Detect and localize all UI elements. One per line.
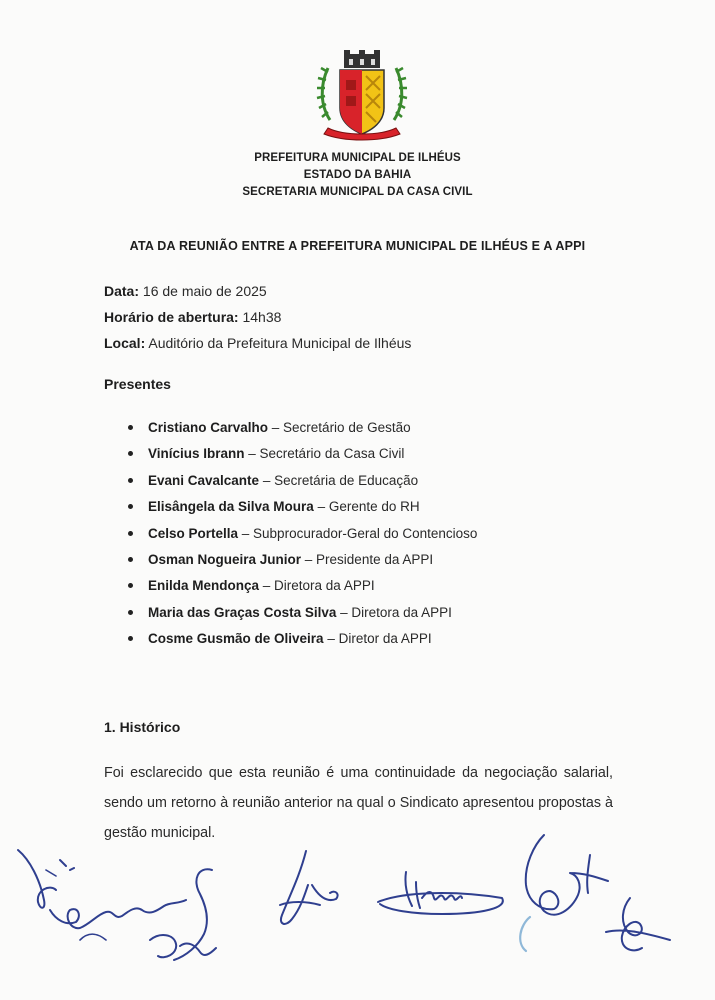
meta-date-value: 16 de maio de 2025 <box>142 283 267 299</box>
signature-2-icon <box>140 860 240 980</box>
bullet-icon <box>128 451 133 456</box>
meta-place-value: Auditório da Prefeitura Municipal de Ilhéus <box>148 335 412 351</box>
signature-3-icon <box>260 845 350 935</box>
meta-time <box>104 309 281 325</box>
attendee-role: – Diretora da APPI <box>259 578 375 594</box>
attendee-role: – Presidente da APPI <box>301 551 434 567</box>
attendee-role: – Secretário da Casa Civil <box>244 446 405 462</box>
meta-place <box>104 335 411 351</box>
attendee-name: Cristiano Carvalho <box>148 420 269 435</box>
meta-time-value: 14h38 <box>242 309 282 325</box>
section-1-paragraph: Foi esclarecido que esta reunião é uma continuidade da negociação salarial, sendo um retorno à reunião anterior na qual o Sindicato apresentou propostas à gestão municipal. <box>104 765 613 841</box>
list-item <box>128 499 477 525</box>
meta-date <box>104 283 267 299</box>
list-item <box>128 526 477 552</box>
list-item <box>128 605 477 631</box>
bullet-icon <box>128 636 133 641</box>
attendees-heading: Presentes <box>104 376 171 392</box>
list-item <box>128 446 477 472</box>
section-1-heading: 1. Histórico <box>104 719 181 735</box>
list-item <box>128 473 477 499</box>
bullet-icon <box>128 425 133 430</box>
attendees-list <box>128 420 477 658</box>
attendee-name: Cosme Gusmão de Oliveira <box>148 631 324 647</box>
header-line-2: ESTADO DA BAHIA <box>303 169 412 181</box>
list-item <box>128 578 477 604</box>
attendee-role: – Secretária de Educação <box>259 472 419 488</box>
attendee-role: – Secretário de Gestão <box>268 420 411 435</box>
attendee-name: Vinícius Ibrann <box>148 446 245 462</box>
header-line-3: SECRETARIA MUNICIPAL DA CASA CIVIL <box>242 186 473 198</box>
bullet-icon <box>128 504 133 509</box>
document-title: ATA DA REUNIÃO ENTRE A PREFEITURA MUNICIPAL DE ILHÉUS E A APPI <box>129 239 586 253</box>
bullet-icon <box>128 557 133 562</box>
meta-place-label: Local: <box>104 335 146 351</box>
attendee-role: – Gerente do RH <box>313 499 420 515</box>
attendee-name: Enilda Mendonça <box>148 578 260 594</box>
attendee-name: Osman Nogueira Junior <box>148 551 302 567</box>
list-item <box>128 631 477 657</box>
bullet-icon <box>128 478 133 483</box>
attendee-role: – Diretora da APPI <box>336 604 452 620</box>
attendee-name: Elisângela da Silva Moura <box>148 499 314 515</box>
attendee-name: Maria das Graças Costa Silva <box>148 604 337 620</box>
attendee-role: – Diretor da APPI <box>323 631 432 647</box>
bullet-icon <box>128 610 133 615</box>
list-item <box>128 420 477 446</box>
attendee-name: Evani Cavalcante <box>148 472 260 488</box>
meta-time-label: Horário de abertura: <box>104 309 239 325</box>
bullet-icon <box>128 583 133 588</box>
municipal-coat-of-arms-icon <box>314 50 410 142</box>
attendee-name: Celso Portella <box>148 525 239 541</box>
header-line-1: PREFEITURA MUNICIPAL DE ILHÉUS <box>254 152 461 164</box>
signature-4-icon <box>372 862 512 932</box>
signature-6-icon <box>602 892 682 962</box>
list-item <box>128 552 477 578</box>
meta-date-label: Data: <box>104 283 140 299</box>
attendee-role: – Subprocurador-Geral do Contencioso <box>238 525 478 541</box>
bullet-icon <box>128 531 133 536</box>
